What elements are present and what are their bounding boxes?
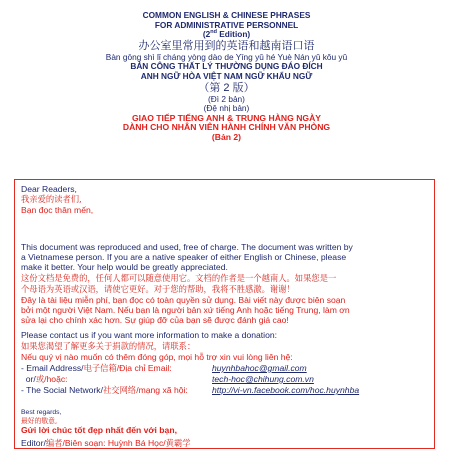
cn-edition: （第 2 版） [198,81,255,94]
intro-en-3: make it better. Your help would be greatly appreciated. [21,262,228,272]
letter-box [14,179,435,449]
pinyin-title: Bàn gōng shì lǐ cháng yòng dào de Yīng yǔ hé Yuè Nán yǔ kǒu yǔ [105,51,348,62]
intro-vn-2: bởi một người Việt Nam. Nếu bạn là người bản xứ tiếng Anh hoặc tiếng Trung, làm ơn [21,305,350,315]
vn-edition-2: (Đệ nhị bản) [203,103,250,114]
contact-cn: 如果您渴望了解更多关于捐款的情况，请联系： [21,341,196,351]
intro-vn-1: Đây là tài liệu miễn phí, bạn đọc có toàn quyền sử dụng. Bài viết này được biên soạn [21,295,346,305]
greeting-vn: Bạn đọc thân mến, [21,205,94,215]
vn-title-2: ANH NGỮ HÒA VIỆT NAM NGỮ KHẨU NGỮ [140,70,313,81]
intro-vn-3: sửa lại cho chính xác hơn. Sự giúp đỡ của bạn sẽ được đánh giá cao! [21,315,289,325]
editor-line: Editor/编者/Biên soạn: Huỳnh Bá Học/黄霸学 [21,438,191,448]
title-block [0,11,453,143]
intro-cn-2: 个母语为英语或汉语，请使它更好。对于您的帮助，我将不胜感激。谢谢！ [21,284,295,294]
social-label: - The Social Network/社交网络/mạng xã hội: [21,385,188,395]
edition-line: (2nd Edition) [202,29,251,40]
vn-edition-1: (Đì 2 bản) [208,93,245,104]
intro-en-1: This document was reproduced and used, free of charge. The document was written by [21,242,353,252]
regards-vn: Gửi lời chúc tốt đẹp nhất đến với bạn, [21,425,177,435]
greeting-cn: 我亲爱的读者们, [21,194,82,204]
social-network-link[interactable]: http://vi-vn.facebook.com/hoc.huynhba [212,385,360,395]
or-label: or/或/hoặc: [21,374,68,384]
contact-vn: Nếu quý vị nào muốn có thêm đóng góp, mọi hỗ trợ xin vui lòng liên hệ: [21,352,293,362]
chinese-title: 办公室里常用到的英语和越南语口语 [138,39,315,52]
red-title-1: GIAO TIẾP TIẾNG ANH & TRUNG HÀNG NGÀY [131,112,322,123]
vn-title-1: BẢN CÔNG THẤT LÝ THƯỜNG DỤNG ĐÁO ĐÍCH [130,61,323,72]
intro-cn-1: 这份文档是免费的，任何人都可以随意使用它。文档的作者是一个越南人。如果您是一 [21,273,337,283]
title-line-1: COMMON ENGLISH & CHINESE PHRASES [142,10,311,20]
red-edition: (Bản 2) [211,131,242,142]
red-title-2: DÀNH CHO NHÂN VIÊN HÀNH CHÍNH VĂN PHÒNG [122,122,331,133]
regards-en: Best regards, [21,409,62,416]
regards-cn: 最好的敬意, [21,417,58,425]
email-label: - Email Address/电子信箱/Địa chỉ Email: [21,363,172,373]
intro-en-2: a Vietnamese person. If you are a native speaker of either English or Chinese, please [21,252,347,262]
title-line-2: FOR ADMINISTRATIVE PERSONNEL [154,19,299,30]
greeting-en: Dear Readers, [21,184,77,194]
email-link-primary[interactable]: huynhbahoc@gmail.com [212,363,307,373]
email-link-secondary[interactable]: tech-hoc@chihung.com.vn [212,374,314,384]
contact-en: Please contact us if you want more information to make a donation: [21,330,278,340]
